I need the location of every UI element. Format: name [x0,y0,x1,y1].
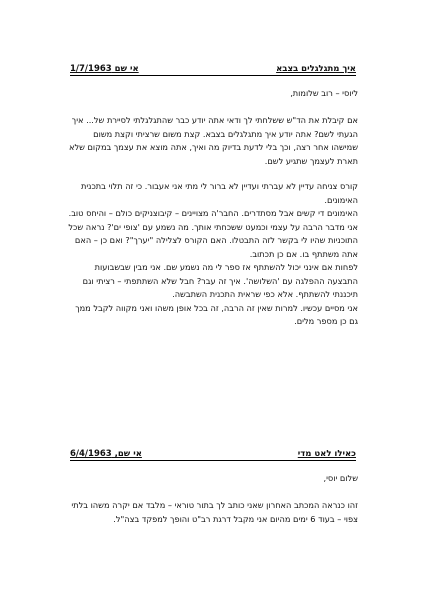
entry-title: כאילו לאט מדי [297,449,356,459]
entry-title: איך מתגלגלים בצבא [276,64,356,74]
letter-paragraph: קורס צניחה עדיין לא עברתי ועדיין לא ברור לי מתי אני אעבור. כי זה תלוי בתכנית האימונים. האימונים די קשים אבל מסתדרים. החבר'ה מצויינים – קיבוצניקים כולם – והיחס טוב. אני מדבר הרבה על עצמי וכמעט ששכחתי אותך. מה נשמע עם 'צופי ים'? נראה שכל התוכניות שהיו לי בקשר לזה התבטלו. האם הקורס לצלילה "יערך"? ואם כן – האם אתה משתתף בו. אם כן תכתוב. לפחות אם אינני יכול להשתתף אז ספר לי מה נשמע שם. אני מבין שבשבועות התבצעה ההפלגה עם 'השלושה'. איך זה עבר? חבל שלא השתתפתי – רציתי וגם תיכננתי להשתתף. אלא כפי שראית התכנית השתבשה. אני מסיים עכשיו. למרות שאין זה הרבה, זה בכל אופן משהו ואני מקווה לקבל ממך גם כן מספר מלים. [68,181,358,326]
entry-header-2 [70,448,356,461]
letter-paragraph: זהו כנראה המכתב האחרון שאני כותב לך בתור טוראי – מלבד אם יקרה משהו בלתי צפוי – בעוד 6 ימים מהיום אני מקבל דרגת רב"ט והופך למפקד בצה"ל. [71,500,358,524]
letter-paragraph: אם קיבלת את הד"ש ששלחתי לך ודאי אתה יודע כבר שהתגלגלתי לסיירת של... איך הגעתי לשם? אתה יודע איך מתגלגלים בצבא. קצת משום שרציתי וקצת משום שמישהו אחר רצה, וכך בלי לדעת בדיוק מה ואיך, אתה מוצא את עצמך במקום שלא תארת לעצמך שתגיע לשם. [68,115,358,166]
entry-header-1 [70,63,356,76]
entry-date: אי שם 1/7/1963 [70,64,139,74]
letter-greeting: ליוסי – רוב שלומות, [290,88,358,98]
entry-date: אי שם, 6/4/1963 [70,449,142,459]
letter-greeting: שלום יוסי, [323,473,358,483]
